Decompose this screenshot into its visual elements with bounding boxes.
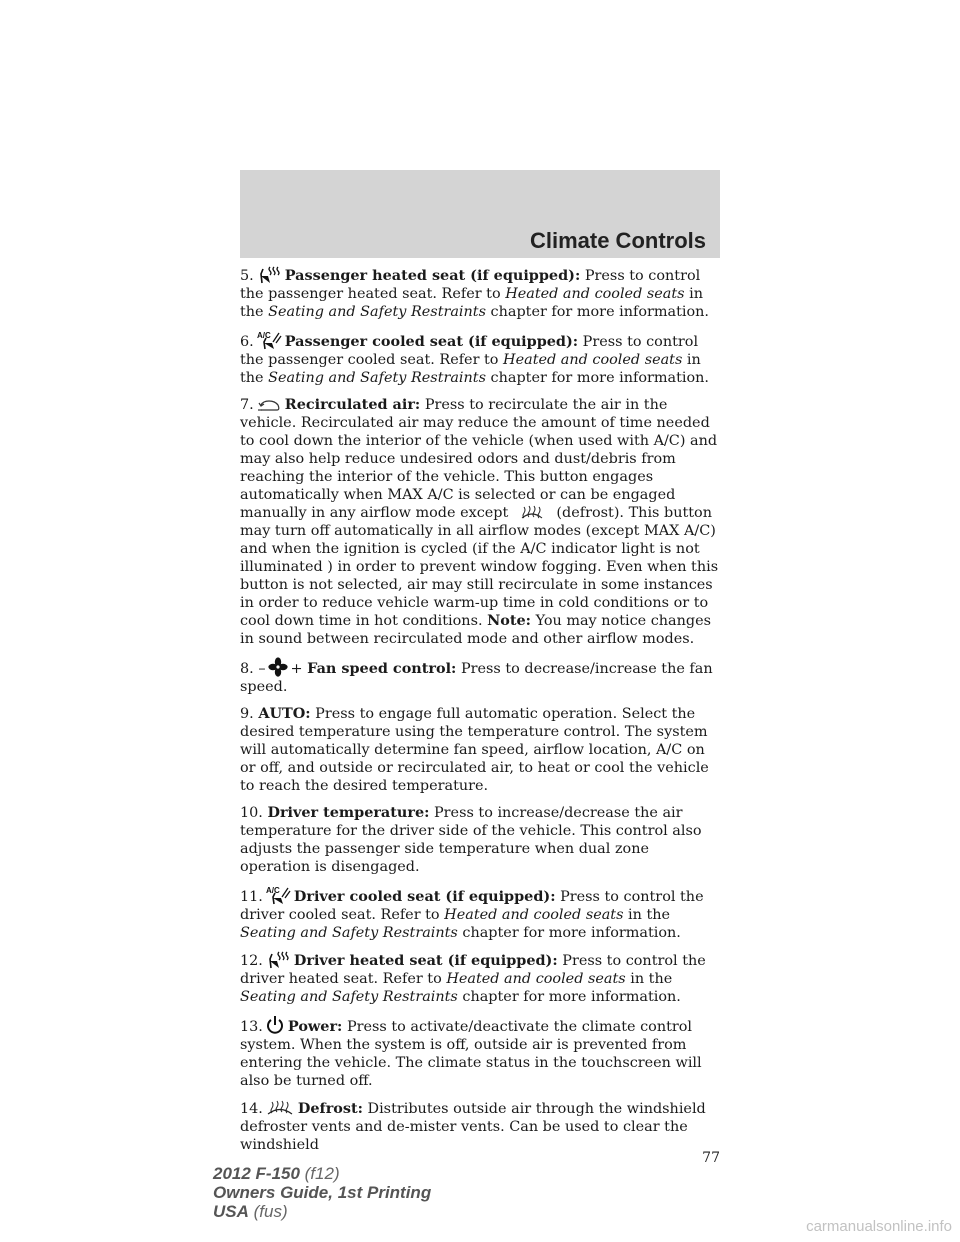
list-item-12: 12. Driver heated seat (if equipped): Press to control the driver heated seat. Refer to Heated and cooled seats in the Seating and Safety Restraints chapter for more information. bbox=[240, 952, 706, 1005]
plus-symbol: + bbox=[290, 661, 303, 677]
footer-line-3: USA (fus) bbox=[213, 1202, 288, 1221]
item-label: Fan speed control: bbox=[307, 660, 457, 677]
fan-icon bbox=[268, 657, 288, 677]
defrost-icon bbox=[515, 505, 549, 521]
heated-seat-icon bbox=[256, 266, 282, 284]
cross-reference: Heated and cooled seats bbox=[446, 971, 626, 987]
note-label: Note: bbox=[487, 612, 531, 629]
item-number: 5. bbox=[240, 268, 254, 284]
section-header bbox=[240, 170, 720, 258]
document-footer bbox=[213, 1164, 431, 1221]
item-label: Passenger cooled seat (if equipped): bbox=[284, 333, 579, 350]
cross-reference: Heated and cooled seats bbox=[505, 286, 685, 302]
list-item-5: 5. Passenger heated seat (if equipped): Press to control the passenger heated seat. Refer to Heated and cooled seats in the Seating and Safety Restraints chapter for more information. bbox=[240, 267, 710, 320]
list-item-6: 6. A/C Passenger cooled seat (if equipped): Press to control the passenger cooled seat. Refer to Heated and cooled seats in the Seating and Safety Restraints chapter for more information. bbox=[240, 331, 710, 386]
item-number: 6. bbox=[240, 334, 254, 350]
list-item-10: 10. Driver temperature: Press to increase/decrease the air temperature for the driver side of the vehicle. This control also adjusts the passenger side temperature when dual zone operation is disengaged. bbox=[240, 804, 702, 875]
minus-symbol: – bbox=[258, 661, 266, 677]
list-item-14: 14. Defrost: Distributes outside air through the windshield defroster vents and de-mister vents. Can be used to clear the windshield bbox=[240, 1100, 706, 1153]
page-number: 77 bbox=[702, 1150, 720, 1166]
item-number: 7. bbox=[240, 397, 254, 413]
item-label: Driver temperature: bbox=[267, 804, 430, 821]
cross-reference: Seating and Safety Restraints bbox=[240, 925, 458, 941]
item-number: 14. bbox=[240, 1101, 263, 1117]
list-item-13: 13. Power: Press to activate/deactivate the climate control system. When the system is off, outside air is prevented from entering the vehicle. The climate status in the touchscreen will also be turned off. bbox=[240, 1015, 722, 1090]
list-item-9: 9. AUTO: Press to engage full automatic operation. Select the desired temperature using the temperature control. The system will automatically determine fan speed, airflow location, A/C on or off, and outside or recirculated air, to heat or cool the vehicle to reach the desired temperature. bbox=[240, 705, 709, 794]
watermark: carmanualsonline.info bbox=[806, 1218, 952, 1235]
list-item-11: 11. A/C Driver cooled seat (if equipped): Press to control the driver cooled seat. Refer to Heated and cooled seats in the Seating and Safety Restraints chapter for more information. bbox=[240, 886, 704, 941]
svg-text:A/C: A/C bbox=[265, 886, 280, 895]
item-number: 13. bbox=[240, 1019, 263, 1035]
cooled-seat-icon bbox=[256, 330, 282, 350]
item-number: 10. bbox=[240, 805, 263, 821]
list-item-7: 7. Recirculated air: Press to recirculate the air in the vehicle. Recirculated air may reduce the amount of time needed to cool down the interior of the vehicle (when used with A/C) and may also help reduce undesired odors and dust/debris from reaching the interior of the vehicle. This button engages automatically when MAX A/C is selected or can be engaged manually in any airflow mode except (defrost). This button may turn off automatically in all airflow modes (except MAX A/C) and when the ignition is cycled (if the A/C indicator light is not illuminated ) in order to prevent window fogging. Even when this button is not selected, air may still recirculate in some instances in order to reduce vehicle warm-up time in cold conditions or to cool down time in hot conditions. Note: You may notice changes in sound between recirculated mode and other airflow modes. bbox=[240, 396, 719, 647]
item-number: 8. bbox=[240, 661, 254, 677]
item-label: Passenger heated seat (if equipped): bbox=[284, 267, 581, 284]
item-label: Power: bbox=[287, 1018, 343, 1035]
power-icon bbox=[265, 1015, 285, 1035]
cross-reference: Seating and Safety Restraints bbox=[268, 370, 486, 386]
item-label: Driver heated seat (if equipped): bbox=[293, 952, 558, 969]
item-label: Driver cooled seat (if equipped): bbox=[293, 888, 556, 905]
cross-reference: Heated and cooled seats bbox=[444, 907, 624, 923]
cross-reference: Seating and Safety Restraints bbox=[268, 304, 486, 320]
cooled-seat-icon bbox=[265, 885, 291, 905]
recirculate-icon bbox=[256, 399, 282, 413]
cross-reference: Heated and cooled seats bbox=[503, 352, 683, 368]
heated-seat-icon bbox=[265, 951, 291, 969]
section-title: Climate Controls bbox=[529, 228, 706, 253]
item-label: Recirculated air: bbox=[284, 396, 421, 413]
item-number: 12. bbox=[240, 953, 263, 969]
page-content bbox=[240, 266, 722, 1163]
list-item-8: 8. – + Fan speed control: Press to decrease/increase the fan speed. bbox=[240, 657, 722, 696]
item-label: AUTO: bbox=[258, 705, 311, 722]
cross-reference: Seating and Safety Restraints bbox=[240, 989, 458, 1005]
item-label: Defrost: bbox=[297, 1100, 363, 1117]
defrost-icon bbox=[265, 1099, 295, 1117]
svg-text:A/C: A/C bbox=[256, 331, 271, 340]
item-number: 9. bbox=[240, 706, 254, 722]
item-number: 11. bbox=[240, 889, 263, 905]
footer-line-1: 2012 F-150 (f12) bbox=[213, 1164, 340, 1183]
footer-line-2: Owners Guide, 1st Printing bbox=[213, 1183, 432, 1202]
